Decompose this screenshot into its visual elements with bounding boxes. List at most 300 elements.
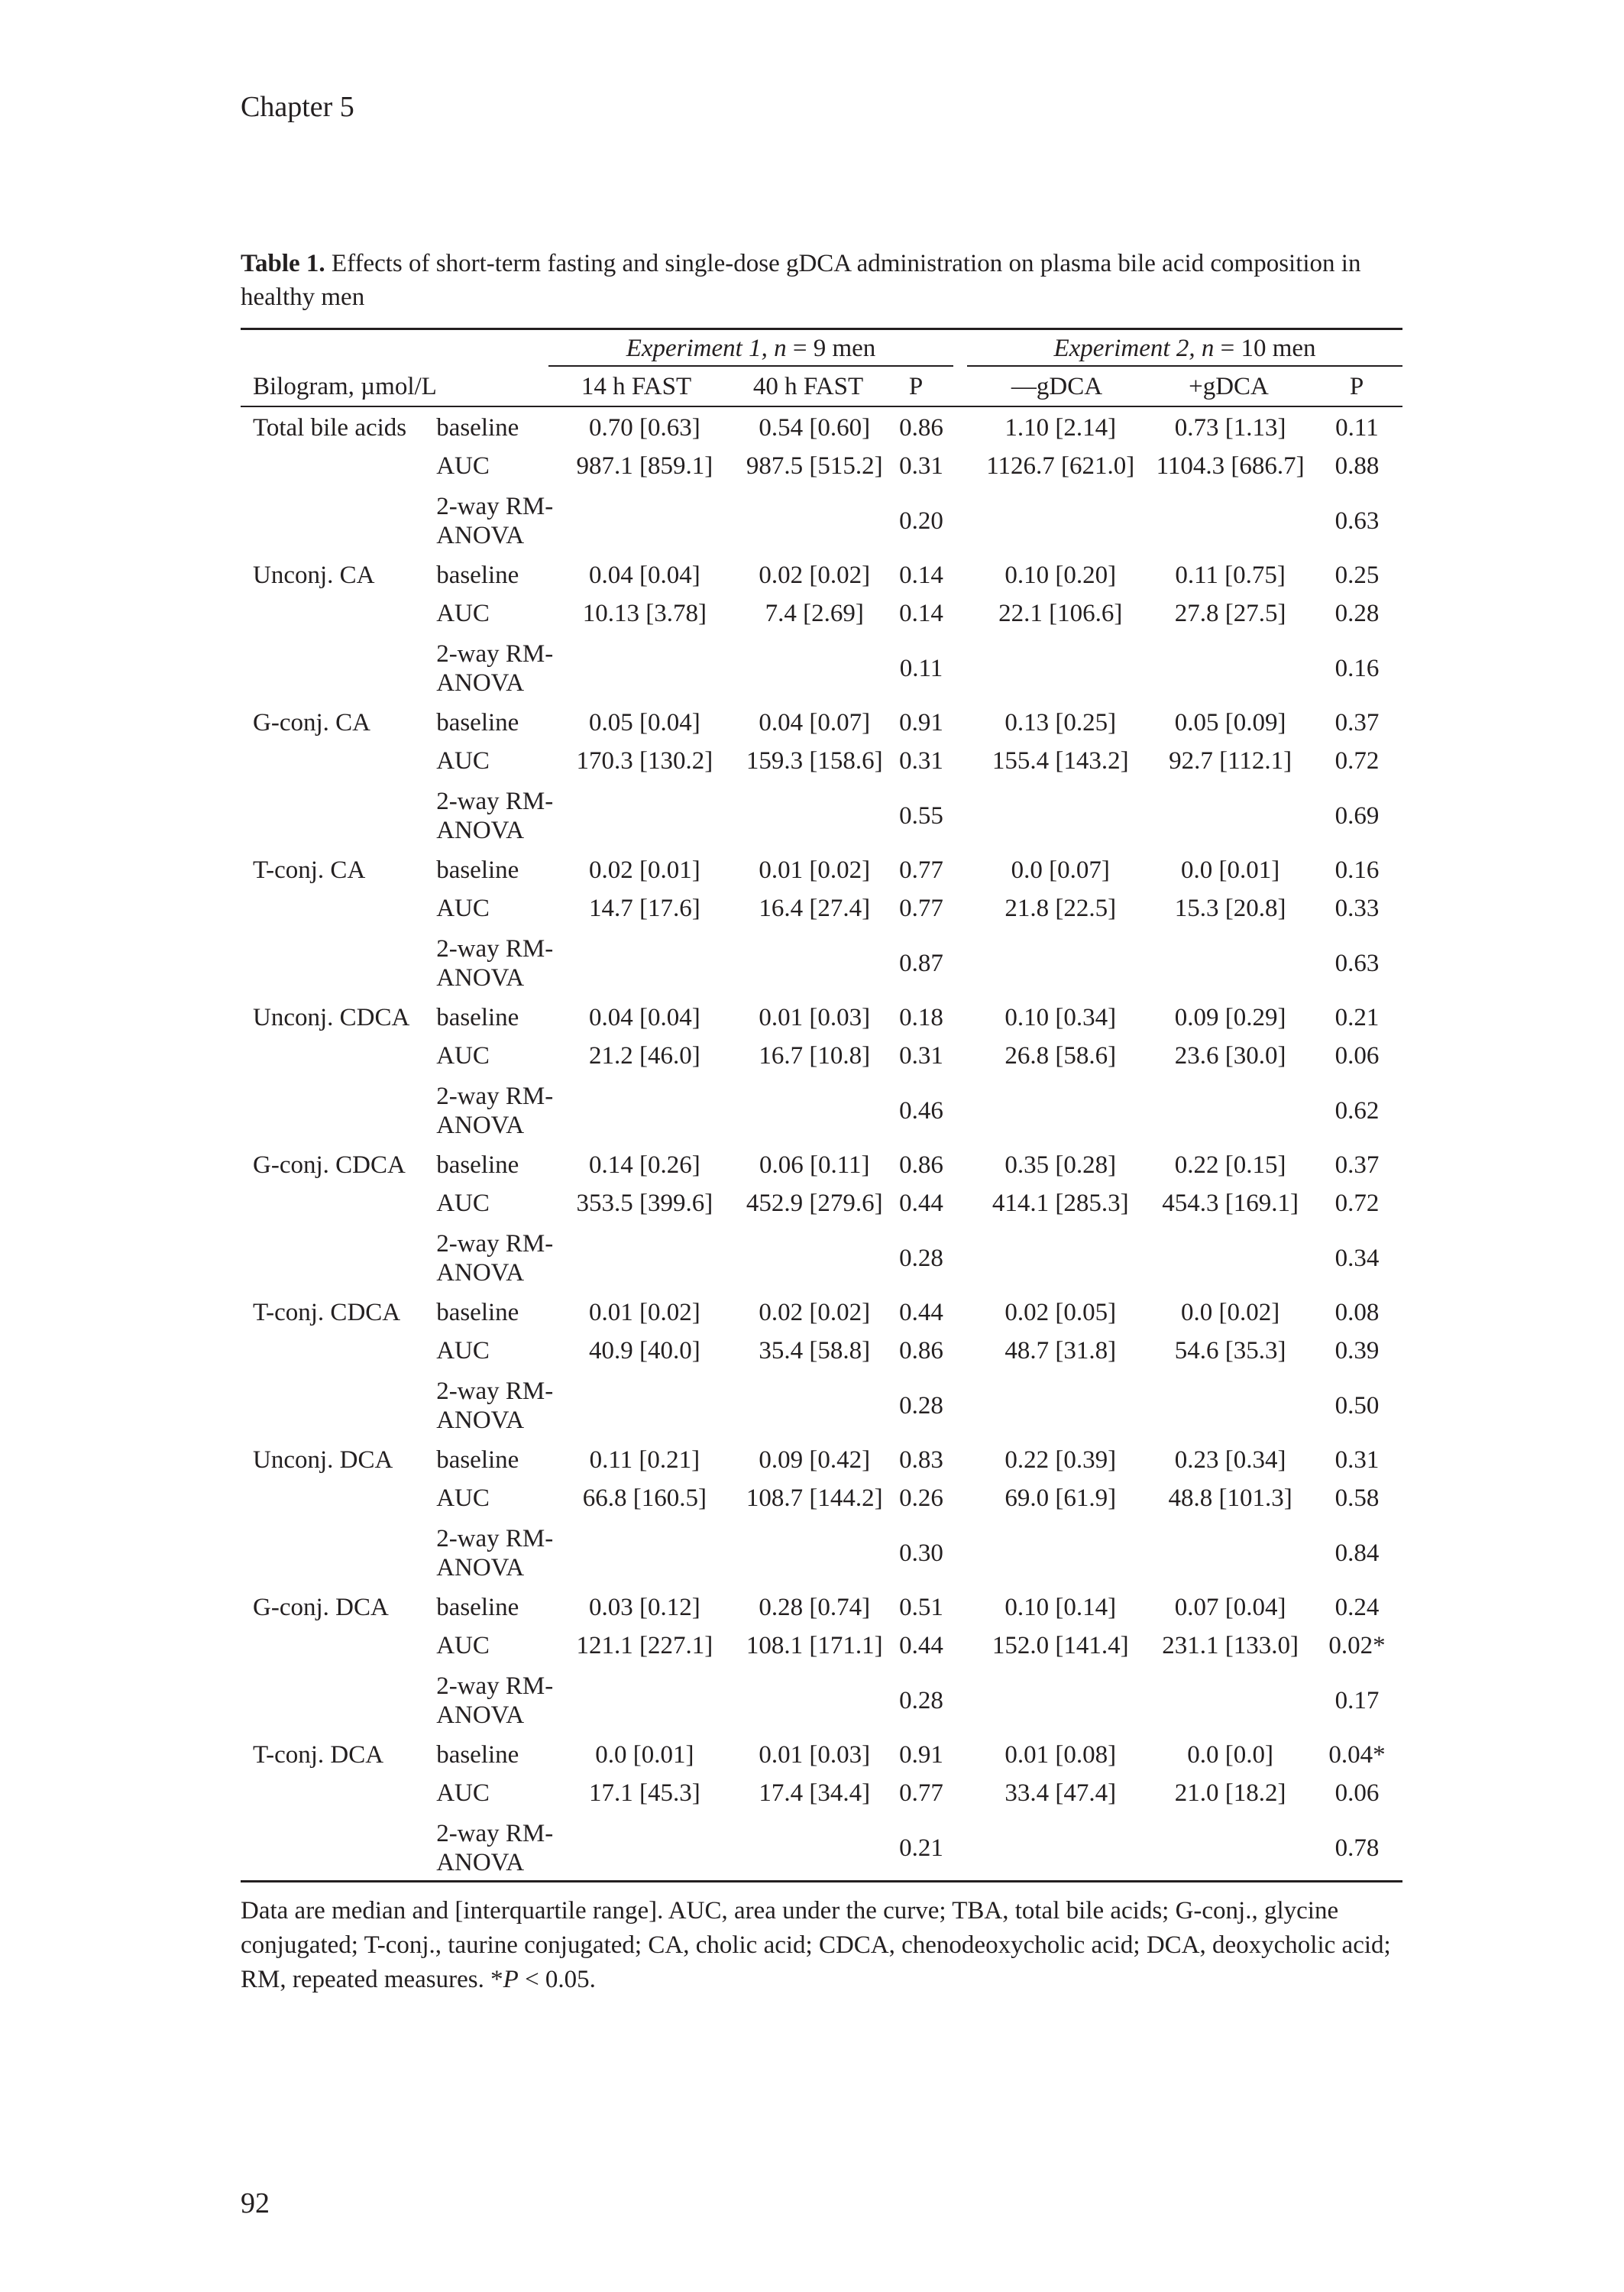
empty-cell bbox=[972, 633, 1149, 704]
table-cell: 0.72 bbox=[1334, 747, 1380, 775]
empty-cell bbox=[241, 485, 436, 556]
table-cell: 48.7 [31.8] bbox=[1004, 1337, 1117, 1365]
empty-cell bbox=[945, 485, 972, 556]
table-cell: 0.02 [0.05] bbox=[1004, 1299, 1117, 1326]
empty-cell bbox=[1149, 1812, 1312, 1883]
table-row bbox=[241, 889, 1402, 927]
empty-cell bbox=[241, 1665, 436, 1736]
table-cell: 0.09 [0.29] bbox=[1174, 1004, 1286, 1031]
table-cell: 0.16 bbox=[1334, 856, 1380, 884]
table-cell: 152.0 [141.4] bbox=[992, 1632, 1129, 1659]
table-cell: 987.1 [859.1] bbox=[576, 452, 713, 480]
table-cell: 14.7 [17.6] bbox=[589, 895, 700, 922]
empty-cell bbox=[732, 1222, 898, 1293]
experiment-2-count: = 10 men bbox=[1214, 335, 1316, 362]
column-spacer bbox=[945, 1146, 972, 1184]
empty-cell bbox=[732, 780, 898, 851]
column-spacer bbox=[945, 447, 972, 485]
bile-acid-label: T-conj. DCA bbox=[253, 1741, 384, 1769]
metric-label bbox=[436, 1370, 558, 1441]
table-cell: 21.2 [46.0] bbox=[589, 1042, 700, 1070]
table-cell: 92.7 [112.1] bbox=[1169, 747, 1292, 775]
table-cell: 0.63 bbox=[1334, 949, 1380, 977]
empty-cell bbox=[558, 927, 731, 999]
table-cell: 15.3 [20.8] bbox=[1174, 895, 1286, 922]
table-cell: 0.77 bbox=[899, 895, 943, 922]
table-cell: 66.8 [160.5] bbox=[582, 1484, 707, 1512]
experiment-1-rule bbox=[548, 365, 953, 367]
table-cell: 35.4 [58.8] bbox=[759, 1337, 871, 1365]
table-cell: 16.4 [27.4] bbox=[759, 895, 871, 922]
empty-cell bbox=[972, 1370, 1149, 1441]
table-cell: 0.91 bbox=[899, 1741, 943, 1769]
metric-label: baseline bbox=[436, 856, 519, 884]
table-cell: 0.02 [0.02] bbox=[759, 1299, 871, 1326]
empty-cell bbox=[732, 1075, 898, 1146]
experiment-1-count: = 9 men bbox=[786, 335, 876, 362]
table-row bbox=[241, 1441, 1402, 1479]
table-cell: 0.46 bbox=[899, 1096, 943, 1125]
empty-cell bbox=[945, 1517, 972, 1588]
table-row bbox=[241, 927, 1402, 999]
table-row bbox=[241, 409, 1402, 447]
table-cell: 0.02* bbox=[1328, 1632, 1386, 1659]
table-cell: 69.0 [61.9] bbox=[1004, 1484, 1117, 1512]
column-spacer bbox=[945, 1332, 972, 1370]
table-cell: 0.11 [0.21] bbox=[589, 1446, 700, 1474]
table-cell: 454.3 [169.1] bbox=[1162, 1190, 1299, 1217]
table-row bbox=[241, 447, 1402, 485]
col-header-14h-fast: 14 h FAST bbox=[581, 373, 692, 400]
anova-label-line2: ANOVA bbox=[436, 1258, 525, 1287]
bile-acid-label: Total bile acids bbox=[253, 414, 407, 442]
metric-label: baseline bbox=[436, 1004, 519, 1031]
table-cell: 987.5 [515.2] bbox=[746, 452, 883, 480]
metric-label: AUC bbox=[436, 895, 490, 922]
table-cell: 22.1 [106.6] bbox=[998, 600, 1123, 627]
empty-cell bbox=[241, 1075, 436, 1146]
table-cell: 0.0 [0.01] bbox=[1180, 856, 1280, 884]
empty-cell bbox=[732, 1665, 898, 1736]
footnote-tail: < 0.05. bbox=[518, 1966, 596, 1993]
table-cell: 0.31 bbox=[899, 452, 943, 480]
table-cell: 0.03 [0.12] bbox=[589, 1594, 700, 1621]
table-cell: 0.73 [1.13] bbox=[1174, 414, 1286, 442]
table-row bbox=[241, 1665, 1402, 1736]
table-cell: 0.78 bbox=[1334, 1834, 1380, 1862]
table-row bbox=[241, 1736, 1402, 1774]
table-cell: 0.77 bbox=[899, 856, 943, 884]
table-cell: 0.51 bbox=[899, 1594, 943, 1621]
table-cell: 0.44 bbox=[899, 1632, 943, 1659]
table-cell: 21.0 [18.2] bbox=[1174, 1779, 1286, 1807]
table-cell: 170.3 [130.2] bbox=[576, 747, 713, 775]
table-cell: 0.25 bbox=[1334, 562, 1380, 589]
table-cell: 0.30 bbox=[899, 1539, 943, 1567]
metric-label: baseline bbox=[436, 1151, 519, 1179]
caption-text: Effects of short-term fasting and single-dose gDCA administration on plasma bile acid composition in healthy men bbox=[241, 250, 1361, 311]
table-top-rule bbox=[241, 328, 1402, 330]
bile-acid-label: Unconj. CA bbox=[253, 562, 375, 589]
table-cell: 121.1 [227.1] bbox=[576, 1632, 713, 1659]
experiment-1-n: n bbox=[774, 335, 787, 362]
empty-cell bbox=[945, 1370, 972, 1441]
experiment-1-title: Experiment 1, bbox=[626, 335, 775, 362]
bile-acid-table bbox=[241, 409, 1402, 1883]
metric-label bbox=[436, 780, 558, 851]
table-cell: 0.83 bbox=[899, 1446, 943, 1474]
table-row bbox=[241, 1222, 1402, 1293]
table-row bbox=[241, 704, 1402, 742]
table-cell: 21.8 [22.5] bbox=[1004, 895, 1117, 922]
table-cell: 0.31 bbox=[1334, 1446, 1380, 1474]
empty-cell bbox=[558, 1370, 731, 1441]
table-cell: 40.9 [40.0] bbox=[589, 1337, 700, 1365]
table-cell: 0.26 bbox=[899, 1484, 943, 1512]
bile-acid-label: T-conj. CDCA bbox=[253, 1299, 401, 1326]
bile-acid-label: Unconj. CDCA bbox=[253, 1004, 410, 1031]
table-cell: 0.63 bbox=[1334, 507, 1380, 535]
table-cell: 0.54 [0.60] bbox=[759, 414, 871, 442]
metric-label: AUC bbox=[436, 1190, 490, 1217]
metric-label: AUC bbox=[436, 1779, 490, 1807]
table-row bbox=[241, 594, 1402, 633]
table-cell: 414.1 [285.3] bbox=[992, 1190, 1129, 1217]
metric-label: baseline bbox=[436, 1299, 519, 1326]
column-spacer bbox=[945, 742, 972, 780]
metric-label: AUC bbox=[436, 452, 490, 480]
anova-label-line2: ANOVA bbox=[436, 816, 525, 844]
table-cell: 0.22 [0.15] bbox=[1174, 1151, 1286, 1179]
table-cell: 0.13 [0.25] bbox=[1004, 709, 1117, 736]
empty-cell bbox=[1149, 1665, 1312, 1736]
table-cell: 0.21 bbox=[1334, 1004, 1380, 1031]
empty-cell bbox=[972, 780, 1149, 851]
table-cell: 0.06 bbox=[1334, 1779, 1380, 1807]
empty-cell bbox=[241, 780, 436, 851]
column-spacer bbox=[945, 1184, 972, 1222]
empty-cell bbox=[945, 1812, 972, 1883]
empty-cell bbox=[972, 1665, 1149, 1736]
anova-label-line1: 2-way RM- bbox=[436, 787, 554, 815]
metric-label: AUC bbox=[436, 747, 490, 775]
empty-cell bbox=[1149, 633, 1312, 704]
experiment-2-rule bbox=[967, 365, 1402, 367]
col-header-minus-gdca: —gDCA bbox=[1011, 373, 1103, 400]
empty-cell bbox=[945, 927, 972, 999]
empty-cell bbox=[241, 1774, 436, 1812]
empty-cell bbox=[241, 633, 436, 704]
table-cell: 0.58 bbox=[1334, 1484, 1380, 1512]
experiment-1-header bbox=[548, 335, 953, 363]
empty-cell bbox=[241, 1037, 436, 1075]
table-cell: 0.35 [0.28] bbox=[1004, 1151, 1117, 1179]
table-row bbox=[241, 1517, 1402, 1588]
metric-label: AUC bbox=[436, 1632, 490, 1659]
table-caption bbox=[241, 247, 1402, 314]
table-cell: 7.4 [2.69] bbox=[765, 600, 864, 627]
metric-label: AUC bbox=[436, 1484, 490, 1512]
empty-cell bbox=[945, 1222, 972, 1293]
table-cell: 0.28 bbox=[1334, 600, 1380, 627]
table-cell: 0.06 [0.11] bbox=[759, 1151, 870, 1179]
bile-acid-label: G-conj. CDCA bbox=[253, 1151, 406, 1179]
empty-cell bbox=[1149, 780, 1312, 851]
empty-cell bbox=[241, 1184, 436, 1222]
metric-label: baseline bbox=[436, 562, 519, 589]
empty-cell bbox=[241, 594, 436, 633]
table-cell: 0.04 [0.04] bbox=[589, 562, 700, 589]
table-cell: 1.10 [2.14] bbox=[1004, 414, 1117, 442]
empty-cell bbox=[1149, 1075, 1312, 1146]
empty-cell bbox=[241, 1517, 436, 1588]
table-cell: 0.01 [0.03] bbox=[759, 1741, 871, 1769]
empty-cell bbox=[241, 447, 436, 485]
empty-cell bbox=[732, 927, 898, 999]
empty-cell bbox=[241, 1222, 436, 1293]
anova-label-line2: ANOVA bbox=[436, 1848, 525, 1876]
bile-acid-label: G-conj. DCA bbox=[253, 1594, 389, 1621]
table-cell: 108.7 [144.2] bbox=[746, 1484, 883, 1512]
table-cell: 0.22 [0.39] bbox=[1004, 1446, 1117, 1474]
table-cell: 0.01 [0.02] bbox=[759, 856, 871, 884]
empty-cell bbox=[1149, 1222, 1312, 1293]
table-cell: 159.3 [158.6] bbox=[746, 747, 883, 775]
table-cell: 0.08 bbox=[1334, 1299, 1380, 1326]
table-footnote bbox=[241, 1894, 1406, 1997]
table-cell: 0.09 [0.42] bbox=[759, 1446, 871, 1474]
table-cell: 0.72 bbox=[1334, 1190, 1380, 1217]
experiment-2-n: n bbox=[1201, 335, 1215, 362]
empty-cell bbox=[732, 633, 898, 704]
metric-label: baseline bbox=[436, 1446, 519, 1474]
empty-cell bbox=[1149, 485, 1312, 556]
column-spacer bbox=[945, 409, 972, 447]
table-cell: 0.01 [0.08] bbox=[1004, 1741, 1117, 1769]
table-cell: 0.28 [0.74] bbox=[759, 1594, 871, 1621]
table-row bbox=[241, 1588, 1402, 1627]
empty-cell bbox=[945, 1075, 972, 1146]
metric-label: AUC bbox=[436, 1042, 490, 1070]
anova-label-line2: ANOVA bbox=[436, 668, 525, 697]
table-row bbox=[241, 1184, 1402, 1222]
table-cell: 0.01 [0.03] bbox=[759, 1004, 871, 1031]
table-cell: 0.0 [0.07] bbox=[1011, 856, 1110, 884]
column-spacer bbox=[945, 851, 972, 889]
table-cell: 16.7 [10.8] bbox=[759, 1042, 871, 1070]
empty-cell bbox=[241, 1479, 436, 1517]
table-row bbox=[241, 633, 1402, 704]
experiment-2-header bbox=[967, 335, 1402, 363]
empty-cell bbox=[241, 1627, 436, 1665]
table-cell: 0.44 bbox=[899, 1299, 943, 1326]
anova-label-line1: 2-way RM- bbox=[436, 1082, 554, 1110]
table-cell: 17.4 [34.4] bbox=[759, 1779, 871, 1807]
table-cell: 0.11 bbox=[1335, 414, 1379, 442]
table-cell: 0.02 [0.02] bbox=[759, 562, 871, 589]
table-cell: 353.5 [399.6] bbox=[576, 1190, 713, 1217]
table-cell: 0.37 bbox=[1334, 1151, 1380, 1179]
table-cell: 0.16 bbox=[1334, 654, 1380, 682]
table-row bbox=[241, 851, 1402, 889]
table-cell: 231.1 [133.0] bbox=[1162, 1632, 1299, 1659]
table-cell: 0.70 [0.63] bbox=[589, 414, 700, 442]
col-header-p2: P bbox=[1349, 373, 1364, 400]
table-cell: 0.04* bbox=[1328, 1741, 1386, 1769]
table-cell: 0.28 bbox=[899, 1391, 943, 1420]
column-spacer bbox=[945, 556, 972, 594]
table-cell: 27.8 [27.5] bbox=[1174, 600, 1286, 627]
table-cell: 0.02 [0.01] bbox=[589, 856, 700, 884]
empty-cell bbox=[558, 780, 731, 851]
metric-label bbox=[436, 1665, 558, 1736]
footnote-text: Data are median and [interquartile range]. AUC, area under the curve; TBA, total bile acids; G-conj., glycine conjugated; T-conj., taurine conjugated; CA, cholic acid; CDCA, chenodeoxycholic acid; DCA, deoxycholic acid; RM, repeated measures. * bbox=[241, 1897, 1391, 1993]
table-cell: 0.34 bbox=[1334, 1244, 1380, 1272]
anova-label-line1: 2-way RM- bbox=[436, 1229, 554, 1258]
anova-label-line1: 2-way RM- bbox=[436, 639, 554, 668]
table-cell: 0.77 bbox=[899, 1779, 943, 1807]
empty-cell bbox=[972, 1222, 1149, 1293]
table-cell: 0.55 bbox=[899, 801, 943, 830]
table-cell: 0.84 bbox=[1334, 1539, 1380, 1567]
table-row bbox=[241, 1332, 1402, 1370]
footnote-p: P bbox=[503, 1966, 519, 1993]
table-row bbox=[241, 780, 1402, 851]
empty-cell bbox=[558, 485, 731, 556]
column-spacer bbox=[945, 1037, 972, 1075]
table-cell: 0.33 bbox=[1334, 895, 1380, 922]
column-spacer bbox=[945, 1736, 972, 1774]
col-header-40h-fast: 40 h FAST bbox=[752, 373, 864, 400]
table-row bbox=[241, 556, 1402, 594]
metric-label: baseline bbox=[436, 1594, 519, 1621]
empty-cell bbox=[945, 780, 972, 851]
empty-cell bbox=[732, 485, 898, 556]
table-row bbox=[241, 1293, 1402, 1332]
anova-label-line2: ANOVA bbox=[436, 521, 525, 549]
table-cell: 0.91 bbox=[899, 709, 943, 736]
table-cell: 0.10 [0.14] bbox=[1004, 1594, 1117, 1621]
column-spacer bbox=[945, 1293, 972, 1332]
metric-label bbox=[436, 633, 558, 704]
empty-cell bbox=[972, 1517, 1149, 1588]
table-cell: 0.21 bbox=[899, 1834, 943, 1862]
empty-cell bbox=[732, 1517, 898, 1588]
table-cell: 33.4 [47.4] bbox=[1004, 1779, 1117, 1807]
table-cell: 0.11 bbox=[899, 654, 943, 682]
metric-label: baseline bbox=[436, 1741, 519, 1769]
anova-label-line2: ANOVA bbox=[436, 1406, 525, 1434]
column-spacer bbox=[945, 594, 972, 633]
table-cell: 108.1 [171.1] bbox=[746, 1632, 883, 1659]
empty-cell bbox=[972, 1075, 1149, 1146]
empty-cell bbox=[558, 1517, 731, 1588]
col-header-p1: P bbox=[908, 373, 924, 400]
table-cell: 0.07 [0.04] bbox=[1174, 1594, 1286, 1621]
col-header-plus-gdca: +gDCA bbox=[1189, 373, 1269, 400]
table-cell: 0.23 [0.34] bbox=[1174, 1446, 1286, 1474]
table-cell: 0.86 bbox=[899, 414, 943, 442]
anova-label-line1: 2-way RM- bbox=[436, 1819, 554, 1847]
table-cell: 0.05 [0.09] bbox=[1174, 709, 1286, 736]
table-cell: 0.86 bbox=[899, 1151, 943, 1179]
anova-label-line2: ANOVA bbox=[436, 963, 525, 992]
metric-label: AUC bbox=[436, 1337, 490, 1365]
table-cell: 0.17 bbox=[1334, 1686, 1380, 1714]
empty-cell bbox=[241, 1370, 436, 1441]
column-spacer bbox=[945, 1774, 972, 1812]
metric-label bbox=[436, 485, 558, 556]
metric-label: baseline bbox=[436, 414, 519, 442]
column-spacer bbox=[945, 1441, 972, 1479]
empty-cell bbox=[945, 1665, 972, 1736]
table-cell: 0.28 bbox=[899, 1686, 943, 1714]
empty-cell bbox=[1149, 1370, 1312, 1441]
empty-cell bbox=[945, 633, 972, 704]
table-cell: 0.10 [0.34] bbox=[1004, 1004, 1117, 1031]
metric-label bbox=[436, 927, 558, 999]
anova-label-line2: ANOVA bbox=[436, 1701, 525, 1729]
table-row bbox=[241, 1146, 1402, 1184]
empty-cell bbox=[558, 633, 731, 704]
table-cell: 0.14 bbox=[899, 600, 943, 627]
empty-cell bbox=[558, 1665, 731, 1736]
metric-label: baseline bbox=[436, 709, 519, 736]
table-cell: 452.9 [279.6] bbox=[746, 1190, 883, 1217]
table-row bbox=[241, 1479, 1402, 1517]
metric-label: AUC bbox=[436, 600, 490, 627]
column-spacer bbox=[945, 999, 972, 1037]
table-cell: 0.14 bbox=[899, 562, 943, 589]
empty-cell bbox=[732, 1370, 898, 1441]
bile-acid-label: G-conj. CA bbox=[253, 709, 370, 736]
table-cell: 54.6 [35.3] bbox=[1174, 1337, 1286, 1365]
table-row bbox=[241, 1037, 1402, 1075]
table-cell: 0.0 [0.02] bbox=[1180, 1299, 1280, 1326]
empty-cell bbox=[972, 485, 1149, 556]
table-cell: 48.8 [101.3] bbox=[1168, 1484, 1292, 1512]
metric-label bbox=[436, 1222, 558, 1293]
table-cell: 0.31 bbox=[899, 1042, 943, 1070]
table-cell: 0.37 bbox=[1334, 709, 1380, 736]
table-cell: 0.62 bbox=[1334, 1096, 1380, 1125]
anova-label-line1: 2-way RM- bbox=[436, 1524, 554, 1552]
col-header-bilogram: Bilogram, µmol/L bbox=[253, 373, 437, 400]
empty-cell bbox=[558, 1812, 731, 1883]
caption-label: Table 1. bbox=[241, 250, 325, 277]
table-cell: 0.44 bbox=[899, 1190, 943, 1217]
column-spacer bbox=[945, 704, 972, 742]
table-cell: 17.1 [45.3] bbox=[589, 1779, 700, 1807]
column-spacer bbox=[945, 1588, 972, 1627]
table-cell: 0.11 [0.75] bbox=[1175, 562, 1286, 589]
empty-cell bbox=[241, 1812, 436, 1883]
table-cell: 155.4 [143.2] bbox=[992, 747, 1129, 775]
table-cell: 0.18 bbox=[899, 1004, 943, 1031]
table-cell: 0.39 bbox=[1334, 1337, 1380, 1365]
table-cell: 0.20 bbox=[899, 507, 943, 535]
empty-cell bbox=[972, 1812, 1149, 1883]
experiment-2-title: Experiment 2, bbox=[1053, 335, 1202, 362]
table-row bbox=[241, 1075, 1402, 1146]
table-cell: 0.28 bbox=[899, 1244, 943, 1272]
table-cell: 0.24 bbox=[1334, 1594, 1380, 1621]
anova-label-line1: 2-way RM- bbox=[436, 934, 554, 963]
metric-label bbox=[436, 1812, 558, 1883]
table-row bbox=[241, 1370, 1402, 1441]
table-bottom-rule bbox=[241, 1880, 1402, 1882]
empty-cell bbox=[241, 742, 436, 780]
